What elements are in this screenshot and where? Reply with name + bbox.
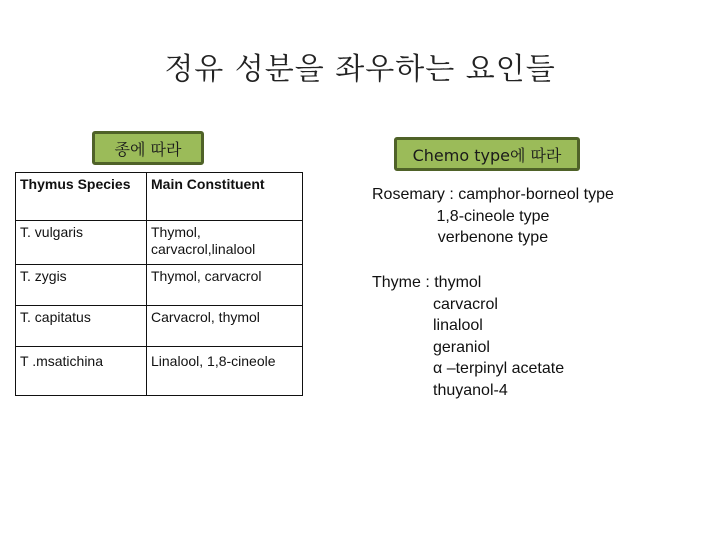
species-badge: 종에 따라	[92, 131, 204, 165]
thyme-type: carvacrol	[433, 295, 498, 313]
column-header-constituent: Main Constituent	[147, 173, 303, 221]
rosemary-type: 1,8-cineole type	[436, 207, 550, 225]
rosemary-type: verbenone type	[437, 229, 549, 246]
rosemary-heading: Rosemary : camphor-borneol type	[372, 186, 614, 203]
chemo-type-badge: Chemo type에 따라	[394, 137, 580, 171]
column-header-species: Thymus Species	[16, 173, 147, 221]
thyme-type: linalool	[433, 317, 483, 334]
thyme-chemotypes	[372, 272, 564, 401]
species-cell: T. vulgaris	[16, 221, 147, 265]
constituent-cell: Thymol, carvacrol	[147, 265, 303, 306]
table-row	[16, 265, 303, 306]
rosemary-chemotypes	[372, 184, 614, 249]
constituent-cell: Thymol, carvacrol,linalool	[147, 221, 303, 265]
table-row	[16, 221, 303, 265]
species-cell: T. capitatus	[16, 306, 147, 347]
thyme-type: thuyanol-4	[433, 381, 508, 399]
table-row	[16, 306, 303, 347]
thyme-type: α –terpinyl acetate	[433, 360, 565, 377]
thyme-type: geraniol	[433, 338, 490, 356]
slide-title: 정유 성분을 좌우하는 요인들	[164, 52, 556, 87]
table-header-row	[16, 173, 303, 221]
constituent-cell: Linalool, 1,8-cineole	[147, 347, 303, 396]
table-row	[16, 347, 303, 396]
species-cell: T .msatichina	[16, 347, 147, 396]
species-cell: T. zygis	[16, 265, 147, 306]
thyme-heading: Thyme : thymol	[372, 274, 482, 291]
species-table	[15, 172, 303, 396]
constituent-cell: Carvacrol, thymol	[147, 306, 303, 347]
